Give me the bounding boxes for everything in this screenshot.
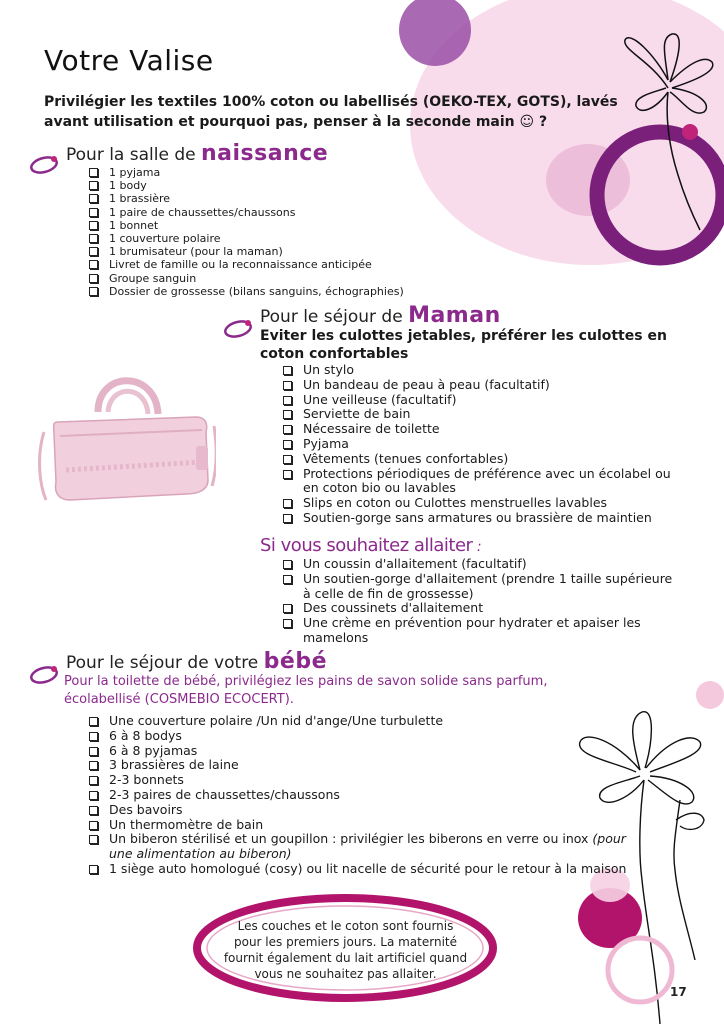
footer-note: Les couches et le coton sont fournis pour les premiers jours. La maternité fournit également du lait artificiel quand vous ne souhaitez pas allaiter. xyxy=(223,919,468,981)
list-item: Un coussin d'allaitement (facultatif) xyxy=(281,557,681,572)
list-item: 1 brassière xyxy=(87,192,417,205)
list-item: Groupe sanguin xyxy=(87,272,417,285)
list-item: Dossier de grossesse (bilans sanguins, échographies) xyxy=(87,285,417,298)
list-item: 2-3 bonnets xyxy=(87,773,627,788)
list-item: Des bavoirs xyxy=(87,803,627,818)
list-item: Un stylo xyxy=(281,363,681,378)
biberon-text: Un biberon stérilisé et un goupillon : privilégier les biberons en verre ou inox xyxy=(109,831,593,847)
list-bebe xyxy=(87,714,627,877)
list-allaiter xyxy=(281,557,681,646)
list-item: 2-3 paires de chaussettes/chaussons xyxy=(87,788,627,803)
list-item: 1 brumisateur (pour la maman) xyxy=(87,245,417,258)
intro-text: Privilégier les textiles 100% coton ou labellisés (OEKO-TEX, GOTS), lavés avant utilisation et pourquoi pas, penser à la seconde main ☺ ? xyxy=(44,94,618,130)
list-item: 1 body xyxy=(87,179,417,192)
heading-bebe-prefix: Pour le séjour de votre xyxy=(66,653,264,673)
list-naissance xyxy=(87,166,417,298)
list-item: Soutien-gorge sans armatures ou brassière de maintien xyxy=(281,511,681,526)
heading-allaiter-title: Si vous souhaitez allaiter xyxy=(260,535,473,556)
bebe-note: Pour la toilette de bébé, privilégiez les pains de savon solide sans parfum, écolabellisé (COSMEBIO ECOCERT). xyxy=(64,674,548,707)
heading-maman-prefix: Pour le séjour de xyxy=(260,307,409,327)
page-number: 17 xyxy=(670,985,687,999)
heading-naissance xyxy=(66,141,328,166)
heading-maman-accent: Maman xyxy=(408,303,501,328)
list-maman xyxy=(281,363,681,526)
heading-bebe xyxy=(66,649,327,674)
list-item: Des coussinets d'allaitement xyxy=(281,601,681,616)
list-item: Protections périodiques de préférence avec un écolabel ou en coton bio ou lavables xyxy=(281,467,681,497)
list-item: 6 à 8 bodys xyxy=(87,729,627,744)
bullet-swirl-icon xyxy=(28,154,64,174)
heading-allaiter xyxy=(260,535,482,556)
list-item: 1 pyjama xyxy=(87,166,417,179)
diaper-bag-image xyxy=(36,362,216,510)
heading-allaiter-suffix: : xyxy=(472,539,482,555)
bullet-swirl-icon xyxy=(222,318,258,338)
heading-bebe-accent: bébé xyxy=(263,649,328,674)
heading-naissance-accent: naissance xyxy=(201,141,329,166)
list-item: Serviette de bain xyxy=(281,407,681,422)
list-item: Un soutien-gorge d'allaitement (prendre 1 taille supérieure à celle de fin de grossesse) xyxy=(281,572,681,602)
list-item: Une couverture polaire /Un nid d'ange/Une turbulette xyxy=(87,714,627,729)
maman-note: Eviter les culottes jetables, préférer les culottes en coton confortables xyxy=(260,328,667,362)
page-title: Votre Valise xyxy=(44,44,214,77)
list-item: 1 couverture polaire xyxy=(87,232,417,245)
list-item: Livret de famille ou la reconnaissance anticipée xyxy=(87,258,417,271)
biberon-italic: (pour une alimentation au biberon) xyxy=(109,831,626,862)
magenta-dot xyxy=(682,124,698,140)
pink-ring xyxy=(608,938,672,1002)
list-item: Une veilleuse (facultatif) xyxy=(281,393,681,408)
list-item: Un bandeau de peau à peau (facultatif) xyxy=(281,378,681,393)
heading-maman xyxy=(260,303,501,328)
list-item: Vêtements (tenues confortables) xyxy=(281,452,681,467)
list-item: Nécessaire de toilette xyxy=(281,422,681,437)
list-item: 1 siège auto homologué (cosy) ou lit nacelle de sécurité pour le retour à la maison xyxy=(87,862,627,877)
pink-dot xyxy=(696,681,724,709)
list-item: Slips en coton ou Culottes menstruelles lavables xyxy=(281,496,681,511)
list-item: Un thermomètre de bain xyxy=(87,818,627,833)
list-item: 1 paire de chaussettes/chaussons xyxy=(87,206,417,219)
heading-naissance-prefix: Pour la salle de xyxy=(66,145,201,165)
bullet-swirl-icon xyxy=(28,664,64,684)
list-item: 6 à 8 pyjamas xyxy=(87,744,627,759)
list-item-biberon xyxy=(87,832,627,862)
list-item: 1 bonnet xyxy=(87,219,417,232)
list-item: 3 brassières de laine xyxy=(87,758,627,773)
list-item: Une crème en prévention pour hydrater et apaiser les mamelons xyxy=(281,616,681,646)
list-item: Pyjama xyxy=(281,437,681,452)
